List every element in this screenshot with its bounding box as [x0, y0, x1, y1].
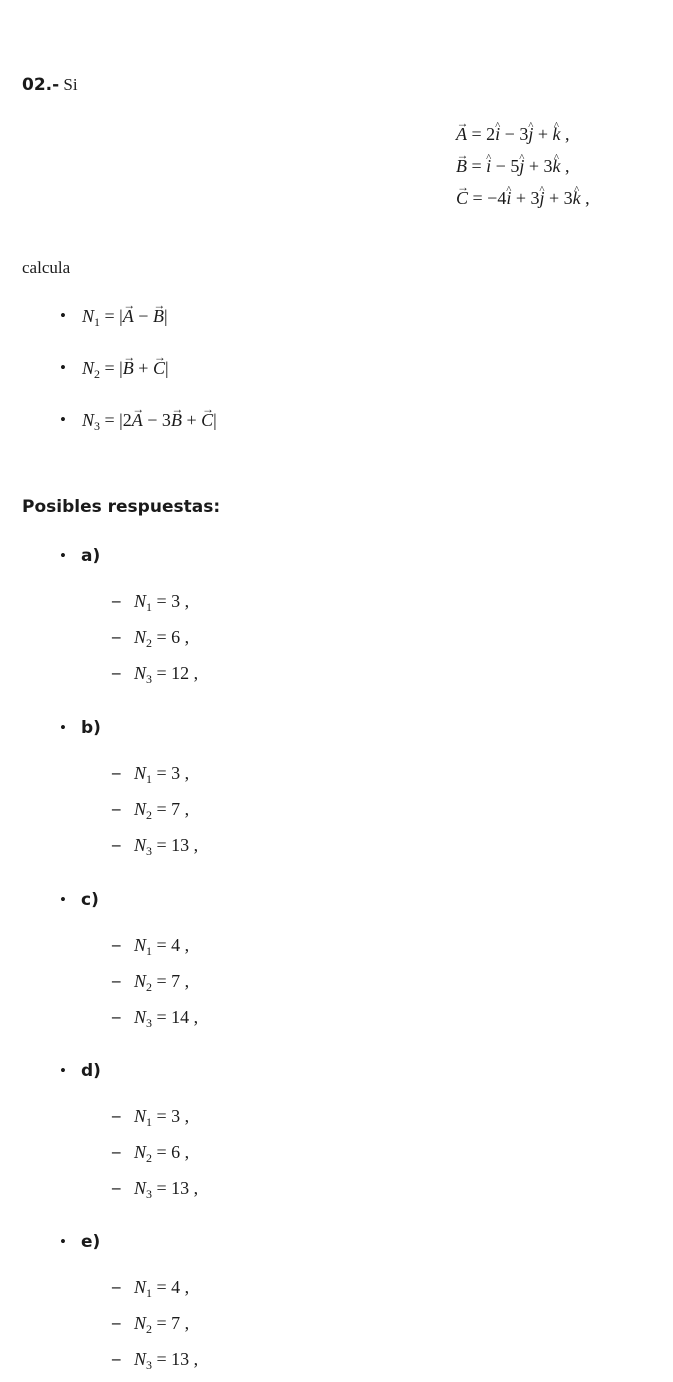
- dash-icon: –: [112, 1106, 121, 1125]
- dash-icon: –: [112, 1178, 121, 1197]
- problem-number: 02.-: [22, 75, 60, 95]
- calcula-text: calcula: [22, 258, 71, 277]
- option-label: e): [81, 1232, 101, 1252]
- vector-a-definition: → A = 2^ i − 3^ j + ^ k ,: [456, 118, 590, 150]
- dash-icon: –: [112, 835, 121, 854]
- dash-icon: –: [112, 935, 121, 954]
- dash-icon: –: [112, 1142, 121, 1161]
- option-label: a): [81, 546, 101, 566]
- problem-heading: [22, 73, 78, 97]
- answers-title: Posibles respuestas:: [22, 497, 221, 517]
- bullet-icon: •: [60, 1232, 66, 1251]
- vector-definitions: [456, 118, 590, 214]
- dash-icon: –: [112, 1007, 121, 1026]
- bullet-icon: •: [60, 358, 66, 377]
- option-label: b): [81, 718, 101, 738]
- dash-icon: –: [112, 799, 121, 818]
- vector-c-symbol: → C: [456, 182, 468, 214]
- bullet-icon: •: [60, 718, 66, 737]
- problem-intro: Si: [63, 75, 78, 94]
- bullet-icon: •: [60, 1061, 66, 1080]
- bullet-icon: •: [60, 546, 66, 565]
- bullet-icon: •: [60, 890, 66, 909]
- option-label: c): [81, 890, 99, 910]
- dash-icon: –: [112, 1277, 121, 1296]
- dash-icon: –: [112, 971, 121, 990]
- vector-c-definition: → C = −4^ i + 3^ j + 3^ k ,: [456, 182, 590, 214]
- vector-a-symbol: → A: [456, 118, 467, 150]
- dash-icon: –: [112, 1349, 121, 1368]
- dash-icon: –: [112, 763, 121, 782]
- bullet-icon: •: [60, 306, 66, 325]
- dash-icon: –: [112, 591, 121, 610]
- vector-b-symbol: → B: [456, 150, 467, 182]
- bullet-icon: •: [60, 410, 66, 429]
- option-label: d): [81, 1061, 101, 1081]
- dash-icon: –: [112, 1313, 121, 1332]
- dash-icon: –: [112, 627, 121, 646]
- vector-b-definition: → B = ^ i − 5^ j + 3^ k ,: [456, 150, 590, 182]
- dash-icon: –: [112, 663, 121, 682]
